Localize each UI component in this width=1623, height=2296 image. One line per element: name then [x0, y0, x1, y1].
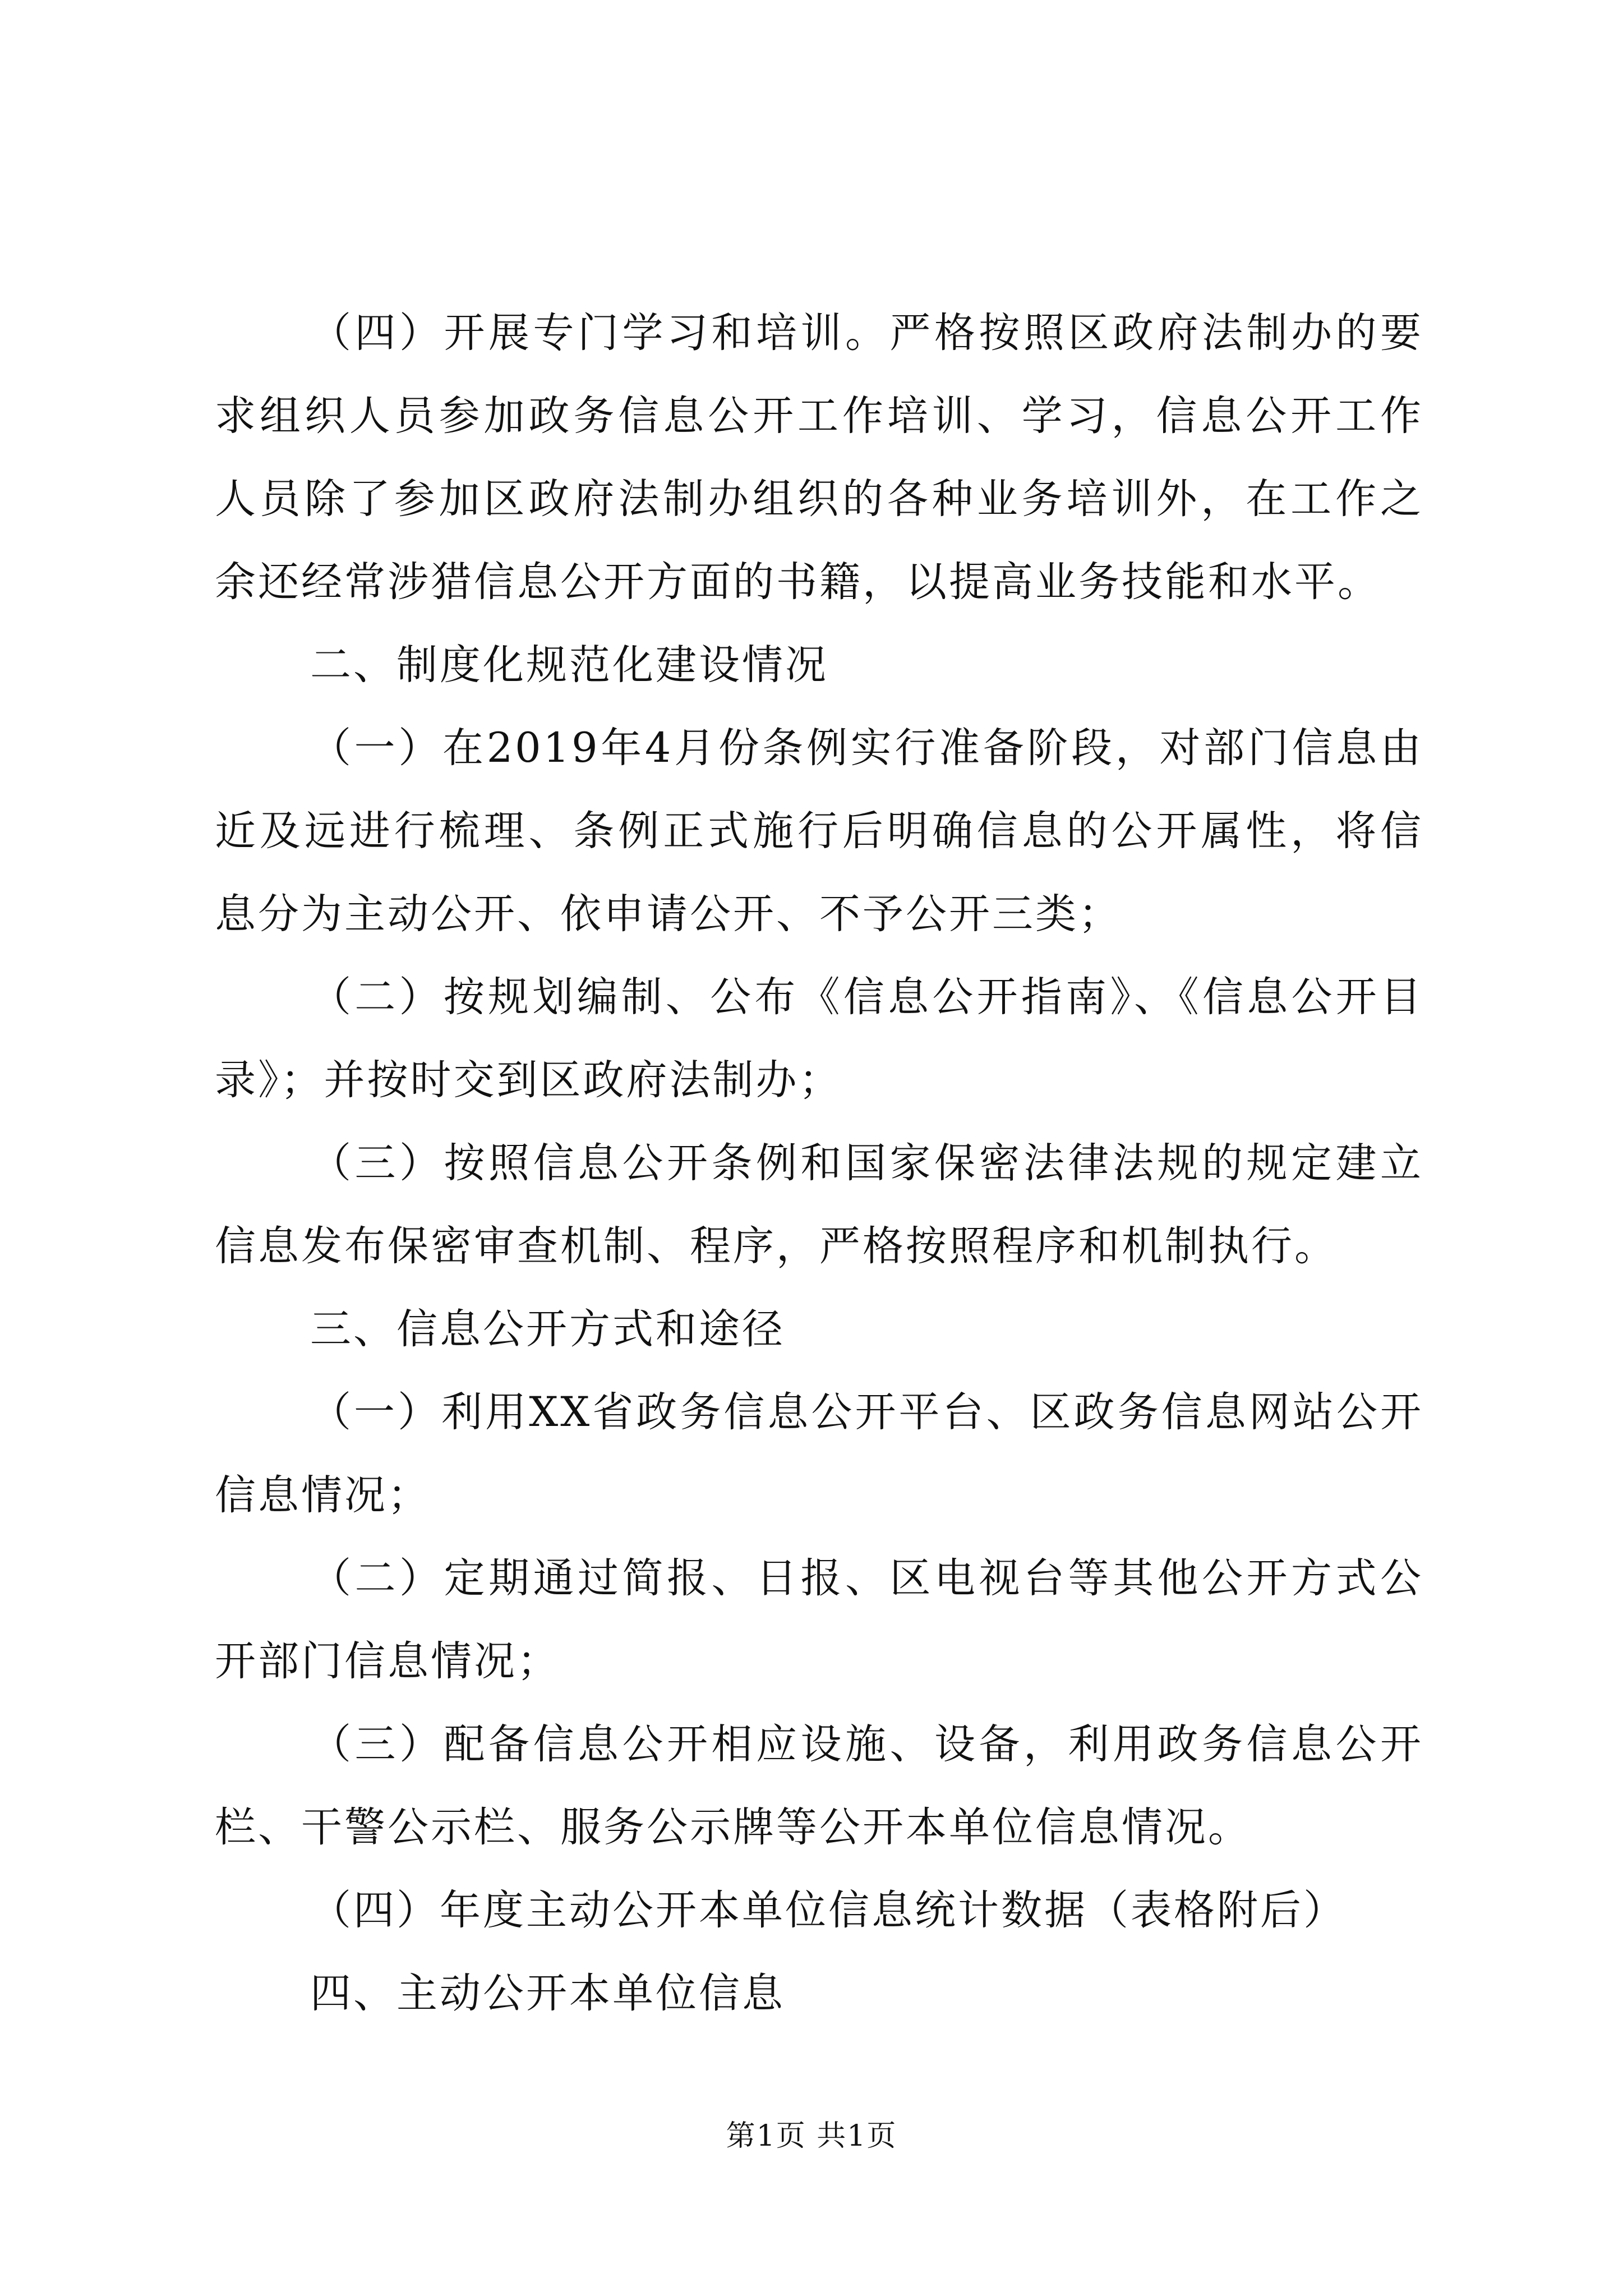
paragraph-training: （四）开展专门学习和培训。严格按照区政府法制办的要求组织人员参加政务信息公开工作培训、学习，信息公开工作人员除了参加区政府法制办组织的各种业务培训外，在工作之余还经常涉猎信息公开方面的书籍，以提高业务技能和水平。 [215, 309, 1423, 606]
heading-institutional-construction: 二、制度化规范化建设情况 [310, 641, 828, 689]
heading-disclosure-methods: 三、信息公开方式和途径 [310, 1305, 785, 1353]
page-number-footer: 第1页 共1页 [726, 2119, 897, 2153]
paragraph-confidentiality-review: （三）按照信息公开条例和国家保密法律法规的规定建立信息发布保密审查机制、程序，严格按照程序和机制执行。 [215, 1139, 1423, 1270]
paragraph-statistics: （四）年度主动公开本单位信息统计数据（表格附后） [310, 1887, 1347, 1934]
paragraph-media-channels: （二）定期通过简报、日报、区电视台等其他公开方式公开部门信息情况； [215, 1554, 1423, 1685]
paragraph-online-platform: （一）利用XX省政务信息公开平台、区政务信息网站公开信息情况； [215, 1388, 1423, 1519]
heading-proactive-disclosure: 四、主动公开本单位信息 [310, 1970, 785, 2017]
paragraph-guide-catalog: （二）按规划编制、公布《信息公开指南》、《信息公开目录》；并按时交到区政府法制办； [215, 973, 1423, 1104]
paragraph-facilities: （三）配备信息公开相应设施、设备，利用政务信息公开栏、干警公示栏、服务公示牌等公开本单位信息情况。 [215, 1720, 1423, 1851]
document-body [215, 292, 1423, 2035]
paragraph-classification: （一）在2019年4月份条例实行准备阶段，对部门信息由近及远进行梳理、条例正式施行后明确信息的公开属性，将信息分为主动公开、依申请公开、不予公开三类； [215, 724, 1423, 938]
